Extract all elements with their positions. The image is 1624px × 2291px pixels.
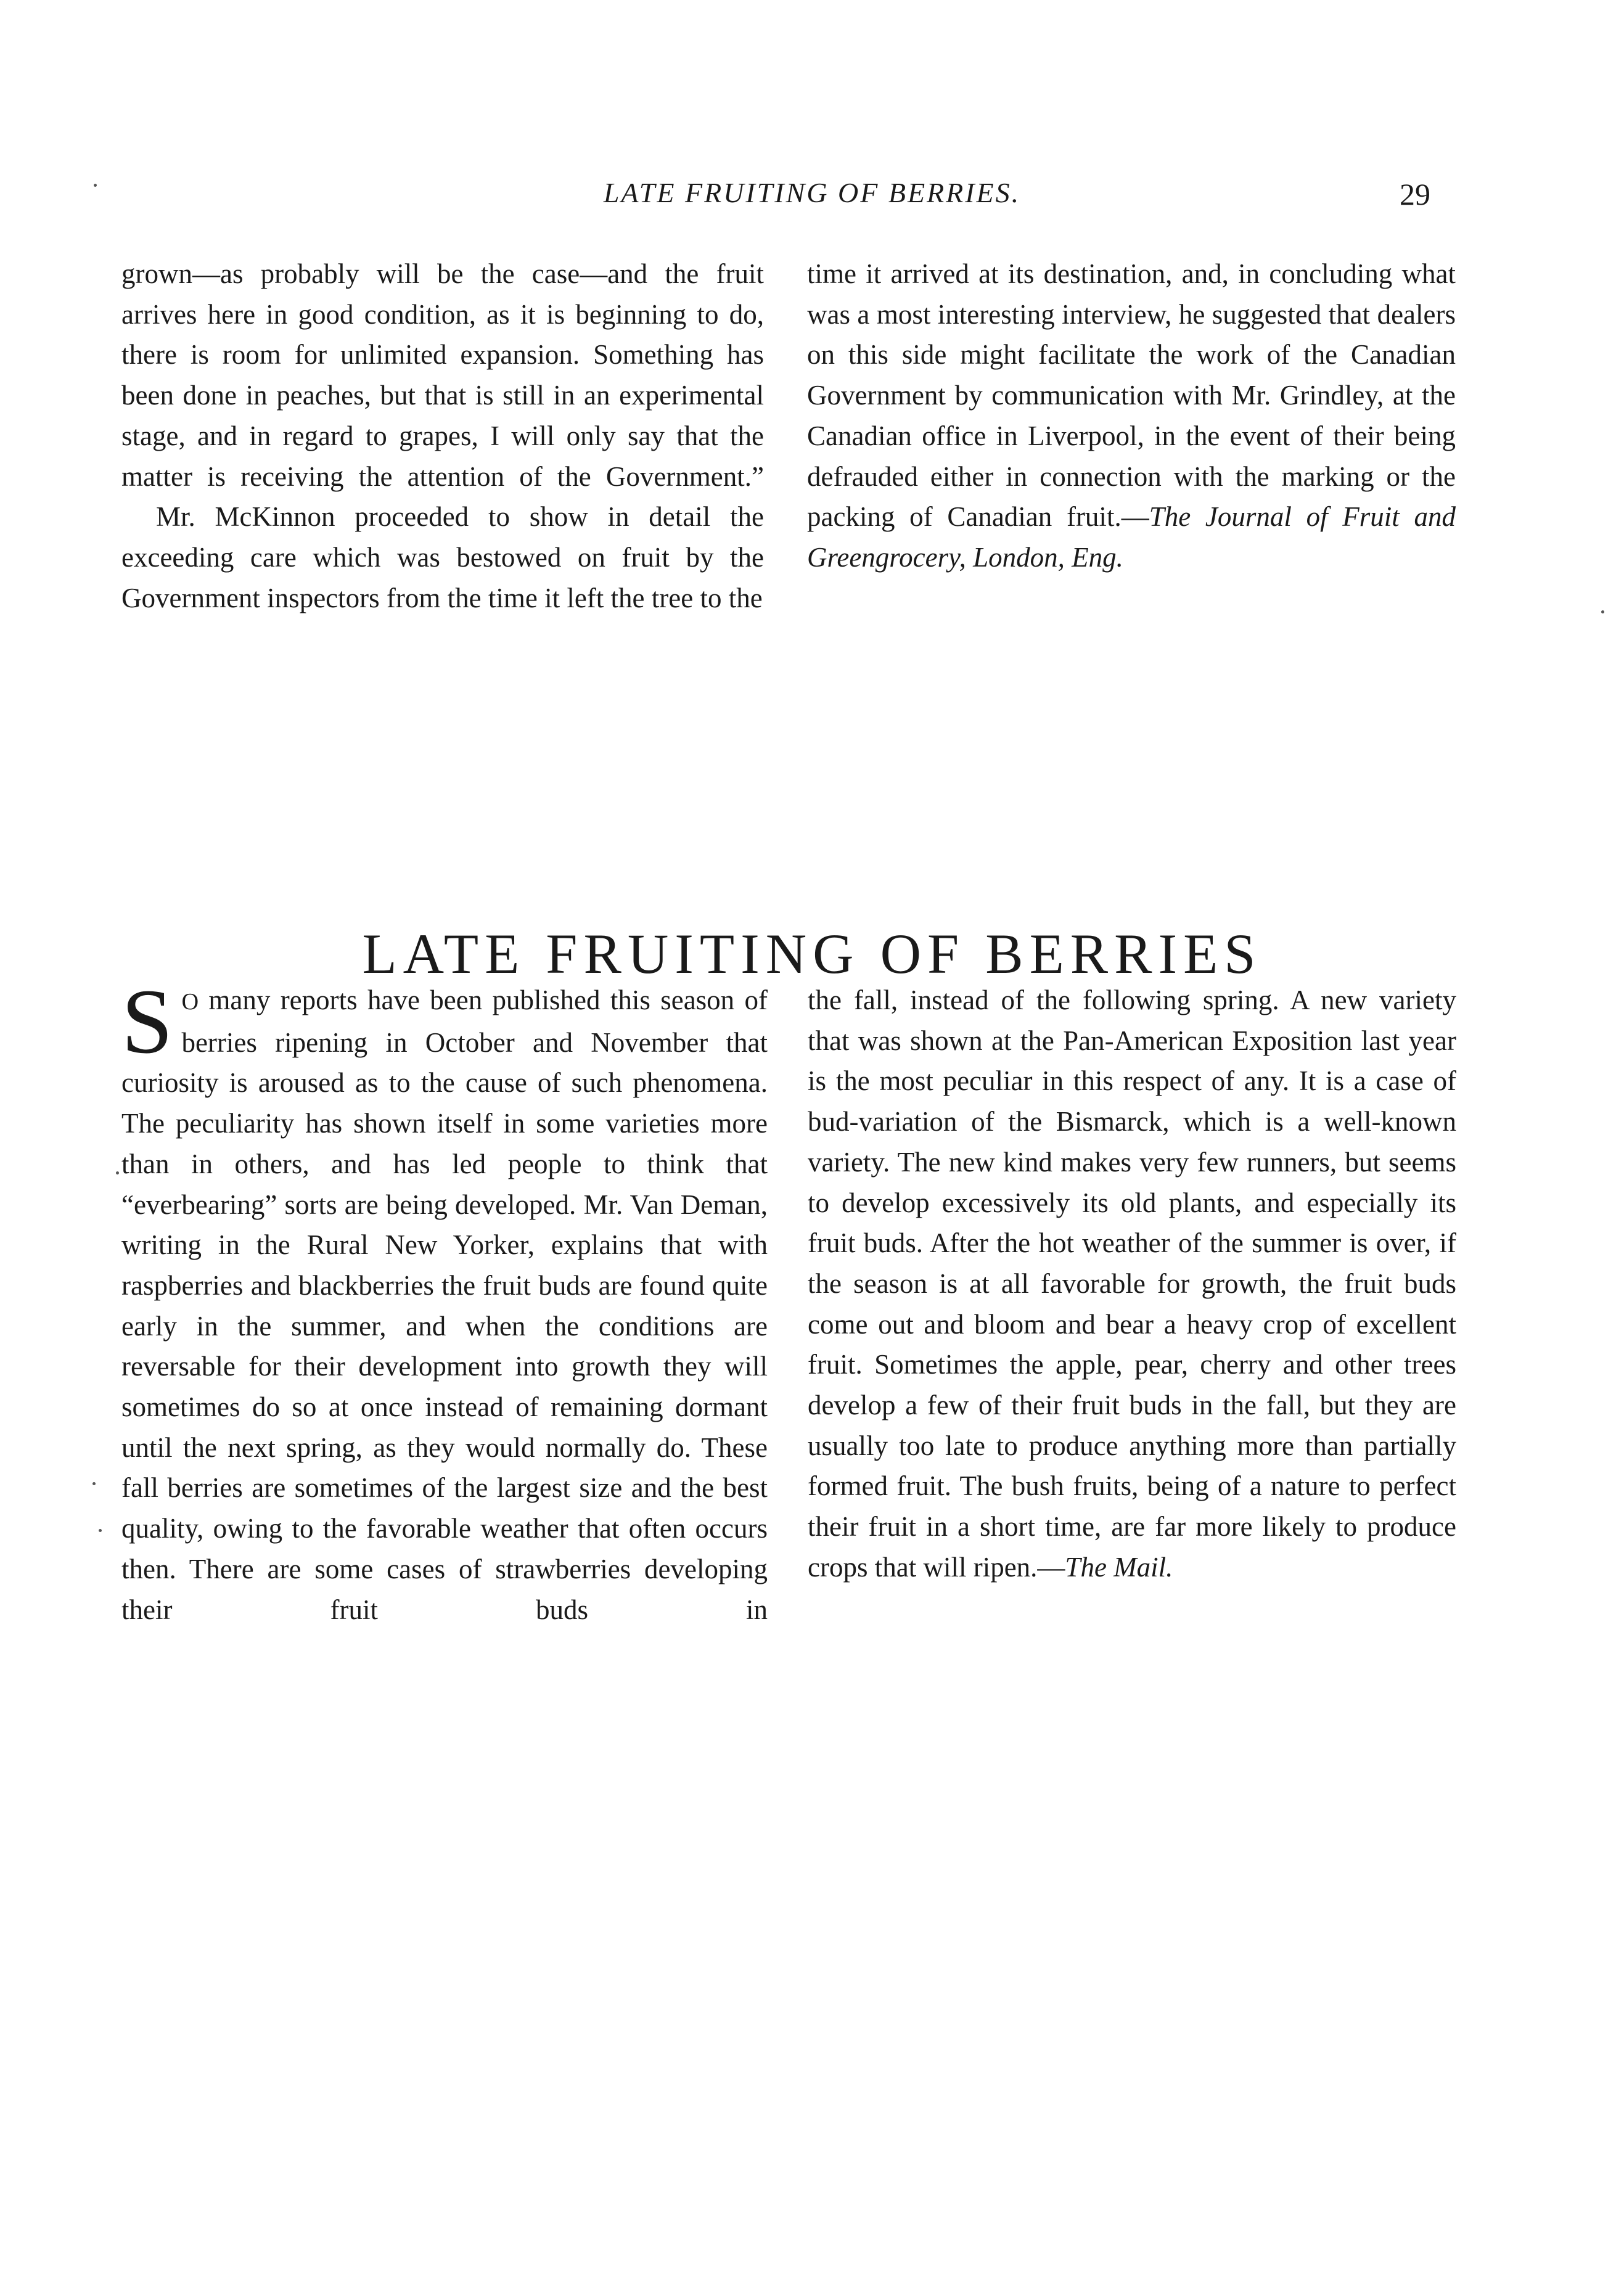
article-left-text	[121, 970, 768, 1630]
running-head: LATE FRUITING OF BERRIES.	[603, 177, 1021, 208]
page-number: 29	[1400, 177, 1430, 211]
article-title: LATE FRUITING OF BERRIES	[362, 922, 1262, 985]
article-source: The Mail.	[1065, 1551, 1173, 1583]
prev-article-closing-paragraph	[807, 254, 1456, 578]
prev-article-paragraph-2: Mr. McKinnon proceeded to show in detail the exceeding care which was bestowed on fruit by the Government inspectors from the time it left the tree to the	[121, 501, 764, 613]
prev-article-source: The Journal of Fruit and Greengrocery, London, Eng.	[807, 501, 1456, 573]
article-right-column	[808, 980, 1456, 1588]
article-left-column	[121, 970, 768, 1630]
article-right-body: the fall, instead of the following spring. A new variety that was shown at the Pan-American Exposition last year is the most peculiar in this respect of any. It is a case of bud-variation of the Bismarck, which is a well-known variety. The new kind makes very few runners, but seems to develop excessively its old plants, and especially its fruit buds. After the hot weather of the summer is over, if the season is at all favorable for growth, the fruit buds come out and bloom and bear a heavy crop of excellent fruit. Sometimes the apple, pear, cherry and other trees develop a few of their fruit buds in the fall, but they are usually too late to produce anything more than partially formed fruit. The bush fruits, being of a nature to perfect their fruit in a short time, are far more likely to produce crops that will ripen.—	[808, 985, 1456, 1583]
prev-article-left-column	[121, 254, 764, 618]
opening-small-caps: O	[181, 989, 199, 1015]
margin-speck	[94, 184, 97, 187]
article-left-body: many reports have been published this season of berries ripening in October and November that curiosity is aroused as to the cause of such phenomena. The peculiarity has shown itself in some varieties more than in others, and has led people to think that “everbearing” sorts are being developed. Mr. Van Deman, writing in the Rural New Yorker, explains that with raspberries and blackberries the fruit buds are found quite early in the summer, and when the conditions are reversable for their development into growth they will sometimes do so at once instead of remaining dormant until the next spring, as they would normally do. These fall berries are sometimes of the largest size and the best quality, owing to the favorable weather that often occurs then. There are some cases of strawberries developing their fruit buds in	[121, 985, 768, 1625]
margin-speck	[92, 1482, 96, 1485]
margin-speck	[99, 1529, 102, 1532]
prev-article-right-column	[807, 254, 1456, 578]
margin-speck	[116, 1171, 119, 1174]
prev-article-closing-text: time it arrived at its destination, and, in concluding what was a most interesting interview, he suggested that dealers on this side might facilitate the work of the Canadian Government by communication with Mr. Grindley, at the Canadian office in Liverpool, in the event of their being defrauded either in connection with the marking or the packing of Canadian fruit.—	[807, 258, 1456, 533]
article-right-text	[808, 980, 1456, 1588]
drop-cap: S	[121, 970, 173, 1073]
prev-article-paragraph-1: grown—as probably will be the case—and the fruit arrives here in good condition, as it is beginning to do, there is room for unlimited expansion. Something has been done in peaches, but that is still in an experimental stage, and in regard to grapes, I will only say that the matter is receiving the attention of the Government.”	[121, 258, 764, 492]
margin-speck	[1601, 610, 1604, 613]
